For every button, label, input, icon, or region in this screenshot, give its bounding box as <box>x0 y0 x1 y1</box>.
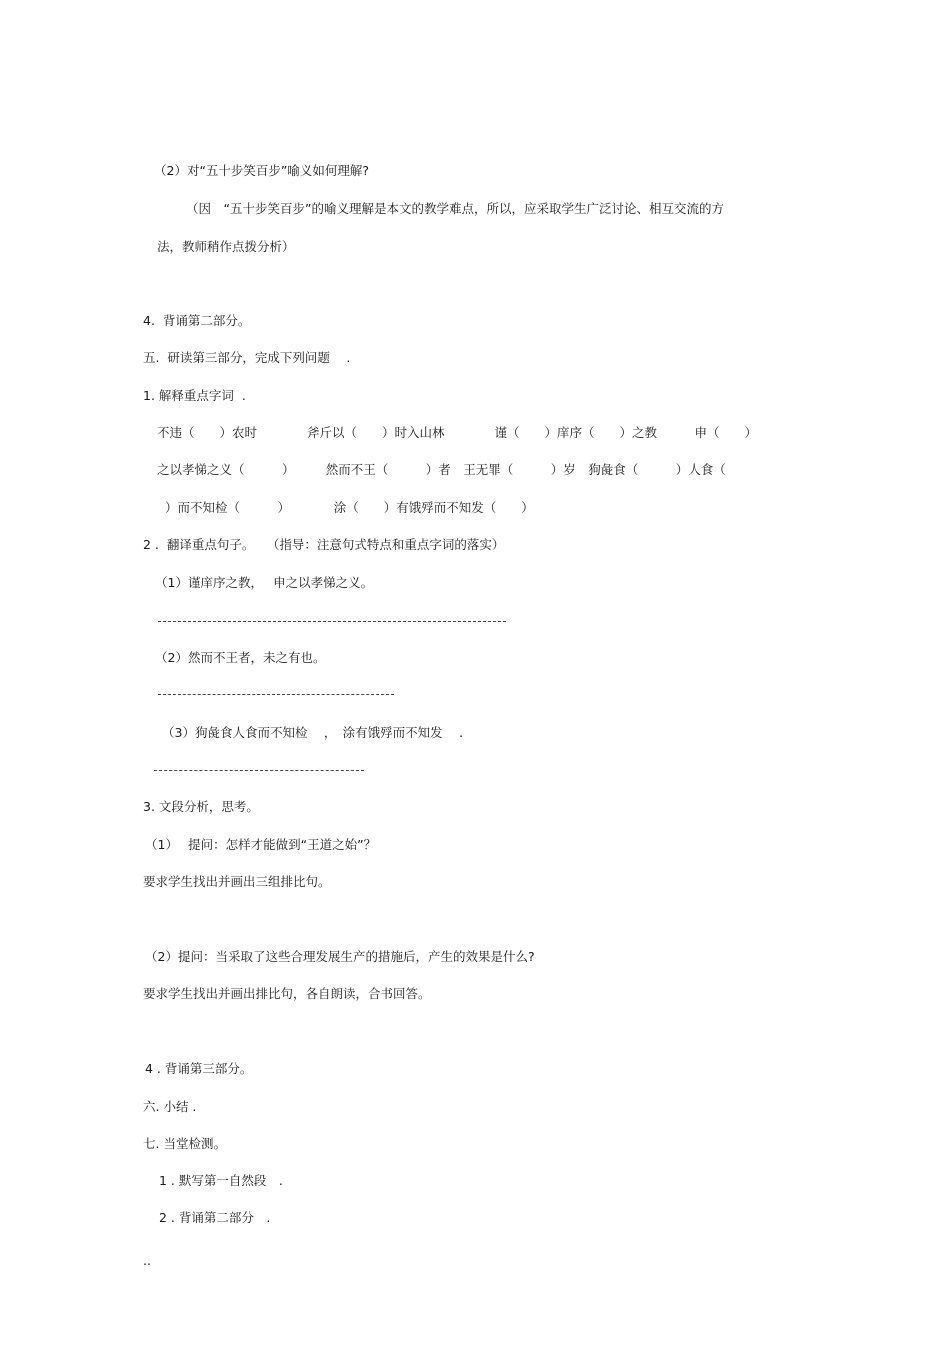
test-item2: 2 . 背诵第二部分 . <box>159 1210 271 1225</box>
section7-heading: 七. 当堂检测。 <box>143 1136 226 1151</box>
key-words-heading: 1. 解释重点字词 . <box>143 388 246 403</box>
q2-note-line1: （因 “五十步笑百步”的喻义理解是本文的教学难点，所以，应采取学生广泛讨论、相互交流的方 <box>186 201 724 216</box>
page-end-mark: .. <box>143 1253 151 1268</box>
key-words-row1: 不违（ ）农时 斧斤以（ ）时入山林 谨（ ）庠序（ ）之教 申（ ） <box>157 425 758 440</box>
key-words-row2: 之以孝悌之义（ ） 然而不王（ ）者 王无罪（ ）岁 狗彘食（ ）人食（ <box>157 462 726 477</box>
analysis-question2-requirement: 要求学生找出并画出排比句，各自朗读，合书回答。 <box>143 986 431 1001</box>
translate-sentence1: （1）谨庠序之教， 申之以孝悌之义。 <box>155 575 374 590</box>
answer-line-3 <box>154 770 364 771</box>
translate-heading: 2 . 翻译重点句子。 （指导：注意句式特点和重点字词的落实） <box>143 537 505 552</box>
answer-line-1 <box>158 621 506 622</box>
item4-recite-second-part: 4. 背诵第二部分。 <box>143 313 251 328</box>
analysis-question2: （2）提问：当采取了这些合理发展生产的措施后，产生的效果是什么? <box>145 949 535 964</box>
test-item1: 1 . 默写第一自然段 . <box>159 1173 283 1188</box>
section5-heading: 五. 研读第三部分，完成下列问题 . <box>143 350 351 365</box>
section6-summary: 六. 小结 . <box>143 1099 197 1114</box>
key-words-row3: ）而不知检（ ） 涂（ ）有饿殍而不知发（ ） <box>165 500 534 515</box>
translate-sentence2: （2）然而不王者，未之有也。 <box>155 650 326 665</box>
q2-note-line2: 法，教师稍作点拨分析） <box>157 239 295 254</box>
q2-question: （2）对“五十步笑百步”喻义如何理解? <box>154 163 370 178</box>
analysis-heading: 3. 文段分析，思考。 <box>143 799 259 814</box>
translate-sentence3: （3）狗彘食人食而不知检 ， 涂有饿殍而不知发 . <box>162 725 464 740</box>
analysis-question1: （1） 提问：怎样才能做到“王道之始”？ <box>145 837 377 852</box>
answer-line-2 <box>158 694 394 695</box>
recite-third-part: 4 . 背诵第三部分。 <box>145 1061 253 1076</box>
analysis-question1-requirement: 要求学生找出并画出三组排比句。 <box>143 874 331 889</box>
